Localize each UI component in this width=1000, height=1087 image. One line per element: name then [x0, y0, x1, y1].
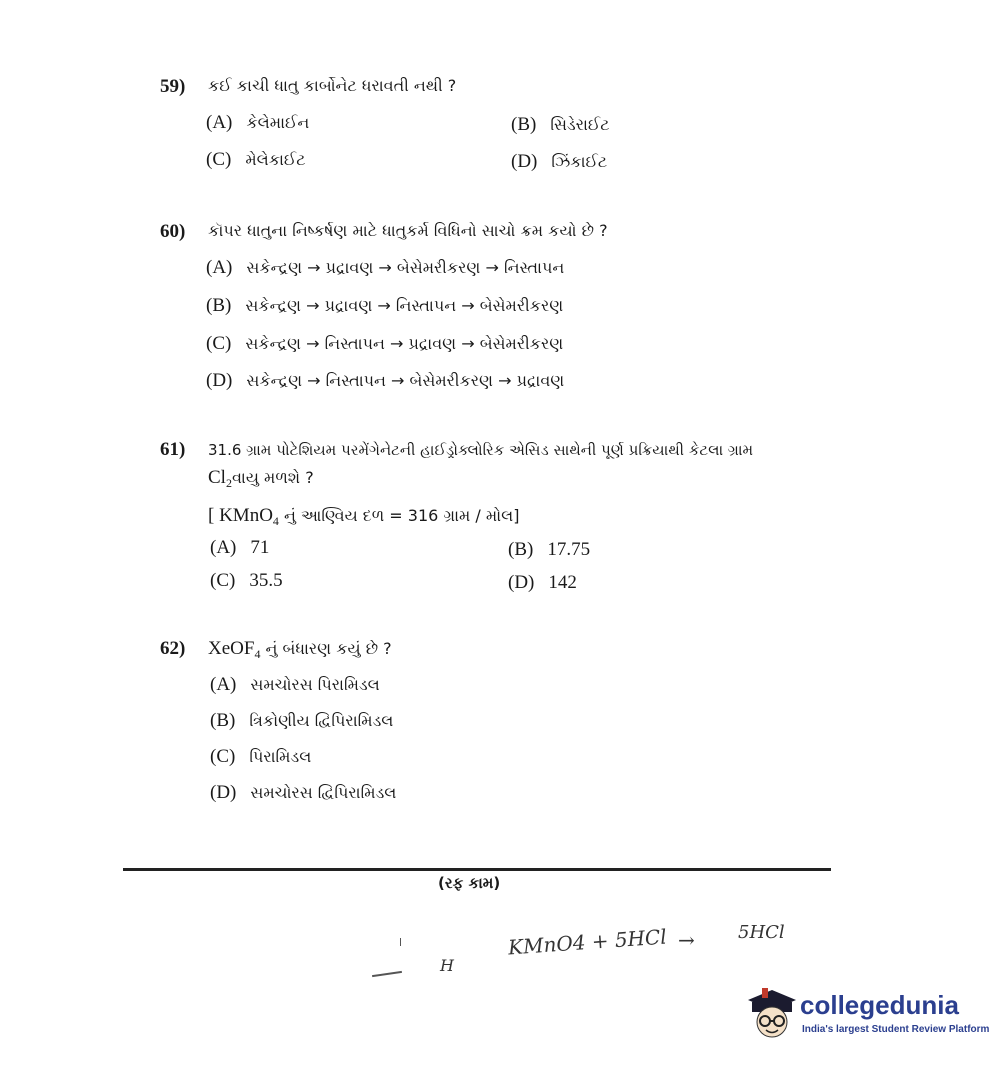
option-text: કેલેમાઈન — [246, 113, 310, 132]
brand-tagline: India's largest Student Review Platform — [802, 1024, 990, 1035]
question-text: 31.6 ગ્રામ પોટેશિયમ પરમેંગેનેટની હાઈડ્રોક્લોરિક એસિડ સાથેની પૂર્ણ પ્રક્રિયાથી કેટલા ગ્રામ — [208, 441, 754, 459]
note-text: નું આણ્વિય દળ = 316 ગ્રામ / મોલ] — [278, 506, 520, 525]
option-label: (C) — [206, 149, 232, 170]
question-number: 61) — [160, 439, 186, 460]
question-number: 60) — [160, 221, 186, 242]
page-divider — [123, 868, 831, 871]
question-text — [208, 638, 392, 662]
handwritten-scribble: H — [440, 956, 454, 975]
handwritten-product: 5HCl — [738, 922, 785, 943]
option-a — [210, 674, 380, 696]
question-text-cont: વાયુ મળશે ? — [231, 468, 314, 487]
option-label: (D) — [511, 151, 538, 172]
option-text: સકેન્દ્રણ → નિસ્તાપન → બેસેમરીકરણ → પ્રદ્રાવણ — [246, 371, 565, 390]
option-d — [508, 572, 577, 594]
question-number: 59) — [160, 76, 186, 97]
note-subscript: 4 — [272, 514, 279, 529]
option-text: સમચોરસ દ્વિપિરામિડલ — [250, 783, 397, 802]
option-text: સકેન્દ્રણ → પ્રદ્રાવણ → નિસ્તાપન → બેસેમરીકરણ — [245, 296, 564, 315]
option-label: (C) — [210, 746, 236, 767]
xeof-subscript: 4 — [254, 647, 261, 662]
xeof-formula: XeOF — [208, 638, 255, 659]
option-text: પિરામિડલ — [249, 747, 312, 766]
option-label: (D) — [206, 370, 233, 391]
option-c — [206, 149, 306, 171]
option-text: 142 — [548, 572, 577, 593]
option-text: 35.5 — [249, 570, 283, 591]
option-label: (D) — [210, 782, 237, 803]
mascot-icon — [742, 984, 798, 1042]
collegedunia-logo — [742, 984, 990, 1044]
option-text: સકેન્દ્રણ → પ્રદ્રાવણ → બેસેમરીકરણ → નિસ્તાપન — [246, 258, 565, 277]
option-c — [210, 746, 311, 768]
rough-work-label: (રફ કામ) — [438, 874, 501, 892]
option-b — [206, 295, 563, 317]
option-text: 17.75 — [547, 539, 591, 560]
option-text: 71 — [250, 537, 270, 558]
question-text-cont: નું બંધારણ કયું છે ? — [260, 639, 392, 658]
option-a — [206, 112, 309, 134]
option-label: (B) — [511, 114, 537, 135]
option-label: (A) — [210, 537, 237, 558]
option-d — [210, 782, 396, 804]
option-label: (B) — [210, 710, 236, 731]
molar-mass-note — [208, 505, 520, 529]
option-label: (A) — [206, 112, 233, 133]
question-number: 62) — [160, 638, 186, 659]
option-label: (C) — [206, 333, 232, 354]
option-text: મેલેકાઈટ — [245, 150, 306, 169]
option-text: સકેન્દ્રણ → નિસ્તાપન → પ્રદ્રાવણ → બેસેમરીકરણ — [245, 334, 564, 353]
option-b — [511, 114, 610, 136]
option-label: (B) — [206, 295, 232, 316]
option-a — [210, 537, 269, 559]
option-label: (D) — [508, 572, 535, 593]
option-text: સિડેરાઈટ — [550, 115, 610, 134]
handwritten-arrow: → — [678, 928, 695, 952]
option-text: ઝિંકાઈટ — [551, 152, 608, 171]
option-text: સમચોરસ પિરામિડલ — [250, 675, 380, 694]
option-b — [508, 539, 590, 561]
option-text: ત્રિકોણીય દ્વિપિરામિડલ — [249, 711, 394, 730]
option-label: (A) — [206, 257, 233, 278]
option-d — [511, 151, 607, 173]
note-formula: [ KMnO — [208, 505, 273, 526]
question-61-line2 — [208, 467, 314, 491]
chlorine-formula: Cl — [208, 467, 226, 488]
option-c — [206, 333, 563, 355]
option-label: (C) — [210, 570, 236, 591]
question-text: કઈ કાચી ધાતુ કાર્બોનેટ ધરાવતી નથી ? — [208, 76, 457, 95]
option-d — [206, 370, 564, 392]
question-text: કૉપર ધાતુના નિષ્કર્ષણ માટે ધાતુકર્મ વિધિનો સાચો ક્રમ કયો છે ? — [208, 221, 608, 240]
chlorine-subscript: 2 — [225, 476, 232, 491]
option-label: (B) — [508, 539, 534, 560]
option-a — [206, 257, 564, 279]
option-c — [210, 570, 283, 592]
brand-name: collegedunia — [800, 990, 959, 1020]
pencil-mark — [372, 971, 402, 977]
pencil-mark — [400, 938, 401, 946]
option-b — [210, 710, 393, 732]
option-label: (A) — [210, 674, 237, 695]
handwritten-equation: KMnO4 + 5HCl — [507, 924, 668, 960]
